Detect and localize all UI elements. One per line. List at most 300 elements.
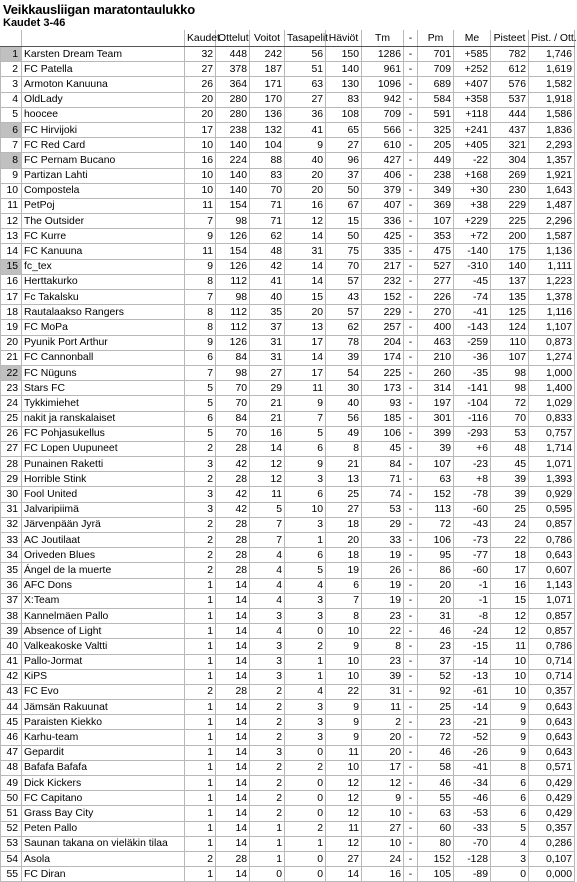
- goals-for-cell: 427: [362, 153, 404, 168]
- points-cell: 137: [491, 274, 529, 289]
- dash-cell: -: [404, 608, 418, 623]
- team-name-cell: FC Nüguns: [22, 365, 185, 380]
- matches-cell: 112: [216, 274, 250, 289]
- wins-cell: 136: [250, 107, 285, 122]
- seasons-cell: 3: [185, 457, 216, 472]
- rank-cell: 15: [1, 259, 22, 274]
- points-cell: 6: [491, 776, 529, 791]
- draws-cell: 2: [285, 760, 326, 775]
- wins-cell: 3: [250, 654, 285, 669]
- goal-difference-cell: +168: [454, 168, 491, 183]
- points-cell: 9: [491, 745, 529, 760]
- seasons-cell: 2: [185, 517, 216, 532]
- table-row: [1, 457, 575, 472]
- goal-difference-cell: -52: [454, 730, 491, 745]
- matches-cell: 378: [216, 62, 250, 77]
- goal-difference-cell: +241: [454, 122, 491, 137]
- table-row: [1, 244, 575, 259]
- wins-cell: 88: [250, 153, 285, 168]
- losses-cell: 9: [326, 639, 362, 654]
- seasons-cell: 1: [185, 730, 216, 745]
- wins-cell: 12: [250, 472, 285, 487]
- goals-against-cell: 689: [418, 77, 454, 92]
- dash-cell: -: [404, 396, 418, 411]
- points-cell: 18: [491, 548, 529, 563]
- seasons-cell: 1: [185, 791, 216, 806]
- rank-cell: 44: [1, 700, 22, 715]
- rank-cell: 42: [1, 669, 22, 684]
- goals-against-cell: 105: [418, 867, 454, 882]
- team-name-cell: Grass Bay City: [22, 806, 185, 821]
- goals-against-cell: 591: [418, 107, 454, 122]
- points-cell: 10: [491, 669, 529, 684]
- losses-cell: 12: [326, 776, 362, 791]
- team-name-cell: FC Red Card: [22, 138, 185, 153]
- draws-cell: 14: [285, 274, 326, 289]
- matches-cell: 126: [216, 229, 250, 244]
- header-draws: Tasapelit: [285, 30, 326, 47]
- losses-cell: 96: [326, 153, 362, 168]
- seasons-cell: 1: [185, 700, 216, 715]
- table-row: [1, 183, 575, 198]
- rank-cell: 46: [1, 730, 22, 745]
- goal-difference-cell: -23: [454, 457, 491, 472]
- points-per-match-cell: 0,873: [529, 335, 575, 350]
- goals-against-cell: 20: [418, 593, 454, 608]
- goals-against-cell: 72: [418, 517, 454, 532]
- points-cell: 24: [491, 517, 529, 532]
- points-cell: 576: [491, 77, 529, 92]
- losses-cell: 15: [326, 214, 362, 229]
- team-name-cell: Stars FC: [22, 381, 185, 396]
- seasons-cell: 3: [185, 502, 216, 517]
- goal-difference-cell: +8: [454, 472, 491, 487]
- goals-for-cell: 407: [362, 198, 404, 213]
- points-cell: 98: [491, 365, 529, 380]
- header-points-per-match: Pist. / Ott.: [529, 30, 575, 47]
- goals-against-cell: 226: [418, 290, 454, 305]
- seasons-cell: 10: [185, 168, 216, 183]
- goals-against-cell: 95: [418, 548, 454, 563]
- matches-cell: 98: [216, 290, 250, 305]
- seasons-cell: 1: [185, 669, 216, 684]
- goals-for-cell: 20: [362, 745, 404, 760]
- dash-cell: -: [404, 426, 418, 441]
- dash-cell: -: [404, 411, 418, 426]
- draws-cell: 40: [285, 153, 326, 168]
- goal-difference-cell: -21: [454, 715, 491, 730]
- table-row: [1, 62, 575, 77]
- table-row: [1, 548, 575, 563]
- rank-cell: 43: [1, 684, 22, 699]
- wins-cell: 37: [250, 320, 285, 335]
- table-row: [1, 517, 575, 532]
- goals-for-cell: 225: [362, 365, 404, 380]
- team-name-cell: Tykkimiehet: [22, 396, 185, 411]
- seasons-cell: 2: [185, 851, 216, 866]
- losses-cell: 75: [326, 244, 362, 259]
- wins-cell: 2: [250, 791, 285, 806]
- draws-cell: 51: [285, 62, 326, 77]
- goals-for-cell: 379: [362, 183, 404, 198]
- team-name-cell: FC Cannonball: [22, 350, 185, 365]
- goal-difference-cell: -1: [454, 593, 491, 608]
- page-title: Veikkausliigan maratontaulukko: [3, 2, 195, 17]
- table-row: [1, 122, 575, 137]
- points-per-match-cell: 1,400: [529, 381, 575, 396]
- draws-cell: 17: [285, 335, 326, 350]
- table-row: [1, 229, 575, 244]
- team-name-cell: Compostela: [22, 183, 185, 198]
- team-name-cell: FC Patella: [22, 62, 185, 77]
- seasons-cell: 8: [185, 320, 216, 335]
- table-row: [1, 593, 575, 608]
- table-row: [1, 350, 575, 365]
- points-per-match-cell: 0,857: [529, 517, 575, 532]
- goals-against-cell: 23: [418, 639, 454, 654]
- rank-cell: 17: [1, 290, 22, 305]
- rank-cell: 35: [1, 563, 22, 578]
- points-cell: 9: [491, 700, 529, 715]
- seasons-cell: 27: [185, 62, 216, 77]
- rank-cell: 29: [1, 472, 22, 487]
- matches-cell: 140: [216, 183, 250, 198]
- goals-for-cell: 174: [362, 350, 404, 365]
- points-cell: 229: [491, 198, 529, 213]
- team-name-cell: AFC Dons: [22, 578, 185, 593]
- goals-against-cell: 152: [418, 851, 454, 866]
- table-row: [1, 700, 575, 715]
- dash-cell: -: [404, 62, 418, 77]
- rank-cell: 37: [1, 593, 22, 608]
- goal-difference-cell: -78: [454, 487, 491, 502]
- draws-cell: 13: [285, 320, 326, 335]
- dash-cell: -: [404, 715, 418, 730]
- matches-cell: 14: [216, 593, 250, 608]
- goals-for-cell: 9: [362, 791, 404, 806]
- dash-cell: -: [404, 760, 418, 775]
- wins-cell: 132: [250, 122, 285, 137]
- rank-cell: 23: [1, 381, 22, 396]
- table-row: [1, 776, 575, 791]
- goals-for-cell: 173: [362, 381, 404, 396]
- points-per-match-cell: 1,107: [529, 320, 575, 335]
- dash-cell: -: [404, 851, 418, 866]
- goal-difference-cell: -141: [454, 381, 491, 396]
- dash-cell: -: [404, 290, 418, 305]
- dash-cell: -: [404, 639, 418, 654]
- points-per-match-cell: 1,643: [529, 183, 575, 198]
- table-row: [1, 867, 575, 882]
- losses-cell: 27: [326, 502, 362, 517]
- team-name-cell: Horrible Stink: [22, 472, 185, 487]
- matches-cell: 14: [216, 821, 250, 836]
- goals-against-cell: 25: [418, 700, 454, 715]
- matches-cell: 280: [216, 92, 250, 107]
- dash-cell: -: [404, 654, 418, 669]
- losses-cell: 7: [326, 593, 362, 608]
- wins-cell: 2: [250, 760, 285, 775]
- matches-cell: 98: [216, 214, 250, 229]
- rank-cell: 13: [1, 229, 22, 244]
- seasons-cell: 1: [185, 806, 216, 821]
- losses-cell: 9: [326, 715, 362, 730]
- goals-against-cell: 260: [418, 365, 454, 380]
- goals-for-cell: 152: [362, 290, 404, 305]
- dash-cell: -: [404, 806, 418, 821]
- dash-cell: -: [404, 776, 418, 791]
- goal-difference-cell: +405: [454, 138, 491, 153]
- table-row: [1, 684, 575, 699]
- points-per-match-cell: 1,223: [529, 274, 575, 289]
- wins-cell: 3: [250, 669, 285, 684]
- goals-for-cell: 185: [362, 411, 404, 426]
- dash-cell: -: [404, 92, 418, 107]
- draws-cell: 36: [285, 107, 326, 122]
- goals-for-cell: 1096: [362, 77, 404, 92]
- dash-cell: -: [404, 821, 418, 836]
- table-row: [1, 791, 575, 806]
- points-cell: 200: [491, 229, 529, 244]
- rank-cell: 36: [1, 578, 22, 593]
- wins-cell: 31: [250, 335, 285, 350]
- goals-against-cell: 31: [418, 608, 454, 623]
- goal-difference-cell: -24: [454, 624, 491, 639]
- points-per-match-cell: 1,378: [529, 290, 575, 305]
- goals-for-cell: 29: [362, 517, 404, 532]
- goals-for-cell: 19: [362, 593, 404, 608]
- table-row: [1, 411, 575, 426]
- points-per-match-cell: 0,643: [529, 715, 575, 730]
- goals-against-cell: 39: [418, 441, 454, 456]
- goals-for-cell: 335: [362, 244, 404, 259]
- seasons-cell: 7: [185, 214, 216, 229]
- draws-cell: 20: [285, 305, 326, 320]
- goals-against-cell: 86: [418, 563, 454, 578]
- matches-cell: 14: [216, 776, 250, 791]
- goal-difference-cell: -61: [454, 684, 491, 699]
- points-per-match-cell: 0,607: [529, 563, 575, 578]
- dash-cell: -: [404, 745, 418, 760]
- rank-cell: 54: [1, 851, 22, 866]
- points-per-match-cell: 1,746: [529, 47, 575, 62]
- goals-for-cell: 19: [362, 548, 404, 563]
- losses-cell: 27: [326, 851, 362, 866]
- team-name-cell: FC Pohjasukellus: [22, 426, 185, 441]
- points-cell: 437: [491, 122, 529, 137]
- goal-difference-cell: -116: [454, 411, 491, 426]
- losses-cell: 11: [326, 821, 362, 836]
- losses-cell: 39: [326, 350, 362, 365]
- goal-difference-cell: -22: [454, 153, 491, 168]
- points-cell: 537: [491, 92, 529, 107]
- rank-cell: 32: [1, 517, 22, 532]
- header-goals-for: Tm: [362, 30, 404, 47]
- matches-cell: 28: [216, 684, 250, 699]
- team-name-cell: FC Hirvijoki: [22, 122, 185, 137]
- goal-difference-cell: +6: [454, 441, 491, 456]
- seasons-cell: 6: [185, 350, 216, 365]
- draws-cell: 20: [285, 183, 326, 198]
- dash-cell: -: [404, 730, 418, 745]
- standings-table: [0, 30, 575, 882]
- points-per-match-cell: 1,921: [529, 168, 575, 183]
- table-header-row: [1, 30, 575, 47]
- team-name-cell: Gepardit: [22, 745, 185, 760]
- draws-cell: 6: [285, 441, 326, 456]
- points-cell: 8: [491, 760, 529, 775]
- losses-cell: 11: [326, 745, 362, 760]
- matches-cell: 28: [216, 563, 250, 578]
- goals-for-cell: 10: [362, 806, 404, 821]
- dash-cell: -: [404, 791, 418, 806]
- rank-cell: 21: [1, 350, 22, 365]
- losses-cell: 30: [326, 381, 362, 396]
- draws-cell: 1: [285, 654, 326, 669]
- goal-difference-cell: -89: [454, 867, 491, 882]
- draws-cell: 27: [285, 92, 326, 107]
- matches-cell: 28: [216, 517, 250, 532]
- table-row: [1, 715, 575, 730]
- seasons-cell: 3: [185, 487, 216, 502]
- goals-for-cell: 23: [362, 608, 404, 623]
- draws-cell: 3: [285, 715, 326, 730]
- draws-cell: 56: [285, 47, 326, 62]
- matches-cell: 224: [216, 153, 250, 168]
- rank-cell: 45: [1, 715, 22, 730]
- goals-against-cell: 37: [418, 654, 454, 669]
- goals-against-cell: 527: [418, 259, 454, 274]
- matches-cell: 14: [216, 791, 250, 806]
- team-name-cell: Paraisten Kiekko: [22, 715, 185, 730]
- goals-against-cell: 301: [418, 411, 454, 426]
- draws-cell: 0: [285, 624, 326, 639]
- goals-for-cell: 106: [362, 426, 404, 441]
- losses-cell: 140: [326, 62, 362, 77]
- goals-for-cell: 26: [362, 563, 404, 578]
- goals-against-cell: 23: [418, 715, 454, 730]
- dash-cell: -: [404, 259, 418, 274]
- seasons-cell: 2: [185, 563, 216, 578]
- losses-cell: 37: [326, 168, 362, 183]
- goals-against-cell: 152: [418, 487, 454, 502]
- losses-cell: 25: [326, 487, 362, 502]
- points-cell: 124: [491, 320, 529, 335]
- points-per-match-cell: 1,136: [529, 244, 575, 259]
- points-cell: 612: [491, 62, 529, 77]
- seasons-cell: 1: [185, 593, 216, 608]
- dash-cell: -: [404, 517, 418, 532]
- team-name-cell: Jämsän Rakuunat: [22, 700, 185, 715]
- wins-cell: 62: [250, 229, 285, 244]
- dash-cell: -: [404, 836, 418, 851]
- dash-cell: -: [404, 381, 418, 396]
- draws-cell: 14: [285, 259, 326, 274]
- goals-against-cell: 46: [418, 776, 454, 791]
- dash-cell: -: [404, 533, 418, 548]
- matches-cell: 84: [216, 350, 250, 365]
- team-name-cell: Kannelmäen Pallo: [22, 608, 185, 623]
- wins-cell: 4: [250, 624, 285, 639]
- table-row: [1, 168, 575, 183]
- draws-cell: 31: [285, 244, 326, 259]
- dash-cell: -: [404, 700, 418, 715]
- goal-difference-cell: -41: [454, 760, 491, 775]
- matches-cell: 14: [216, 730, 250, 745]
- matches-cell: 14: [216, 867, 250, 882]
- losses-cell: 10: [326, 654, 362, 669]
- points-cell: 25: [491, 502, 529, 517]
- points-per-match-cell: 0,643: [529, 745, 575, 760]
- table-row: [1, 806, 575, 821]
- seasons-cell: 1: [185, 745, 216, 760]
- losses-cell: 8: [326, 441, 362, 456]
- points-cell: 53: [491, 426, 529, 441]
- goals-for-cell: 257: [362, 320, 404, 335]
- draws-cell: 3: [285, 593, 326, 608]
- wins-cell: 170: [250, 92, 285, 107]
- goals-for-cell: 93: [362, 396, 404, 411]
- wins-cell: 4: [250, 548, 285, 563]
- goals-for-cell: 22: [362, 624, 404, 639]
- points-cell: 321: [491, 138, 529, 153]
- table-row: [1, 47, 575, 62]
- points-cell: 175: [491, 244, 529, 259]
- losses-cell: 130: [326, 77, 362, 92]
- losses-cell: 54: [326, 365, 362, 380]
- points-per-match-cell: 1,357: [529, 153, 575, 168]
- matches-cell: 14: [216, 760, 250, 775]
- points-per-match-cell: 0,357: [529, 684, 575, 699]
- team-name-cell: Bafafa Bafafa: [22, 760, 185, 775]
- losses-cell: 12: [326, 806, 362, 821]
- points-per-match-cell: 0,786: [529, 639, 575, 654]
- wins-cell: 42: [250, 259, 285, 274]
- seasons-cell: 8: [185, 305, 216, 320]
- wins-cell: 35: [250, 305, 285, 320]
- rank-cell: 6: [1, 122, 22, 137]
- losses-cell: 14: [326, 867, 362, 882]
- points-per-match-cell: 1,274: [529, 350, 575, 365]
- points-cell: 269: [491, 168, 529, 183]
- goals-for-cell: 74: [362, 487, 404, 502]
- header-seasons: Kaudet: [185, 30, 216, 47]
- seasons-cell: 1: [185, 608, 216, 623]
- points-cell: 4: [491, 836, 529, 851]
- losses-cell: 21: [326, 457, 362, 472]
- goals-for-cell: 229: [362, 305, 404, 320]
- points-per-match-cell: 0,286: [529, 836, 575, 851]
- losses-cell: 83: [326, 92, 362, 107]
- table-row: [1, 502, 575, 517]
- rank-cell: 25: [1, 411, 22, 426]
- matches-cell: 70: [216, 426, 250, 441]
- matches-cell: 42: [216, 487, 250, 502]
- points-per-match-cell: 1,071: [529, 457, 575, 472]
- matches-cell: 28: [216, 441, 250, 456]
- losses-cell: 27: [326, 138, 362, 153]
- page-subtitle: Kaudet 3-46: [3, 17, 66, 29]
- matches-cell: 28: [216, 548, 250, 563]
- losses-cell: 57: [326, 305, 362, 320]
- points-per-match-cell: 0,929: [529, 487, 575, 502]
- wins-cell: 2: [250, 806, 285, 821]
- draws-cell: 10: [285, 502, 326, 517]
- wins-cell: 1: [250, 851, 285, 866]
- matches-cell: 14: [216, 624, 250, 639]
- goal-difference-cell: -143: [454, 320, 491, 335]
- matches-cell: 112: [216, 305, 250, 320]
